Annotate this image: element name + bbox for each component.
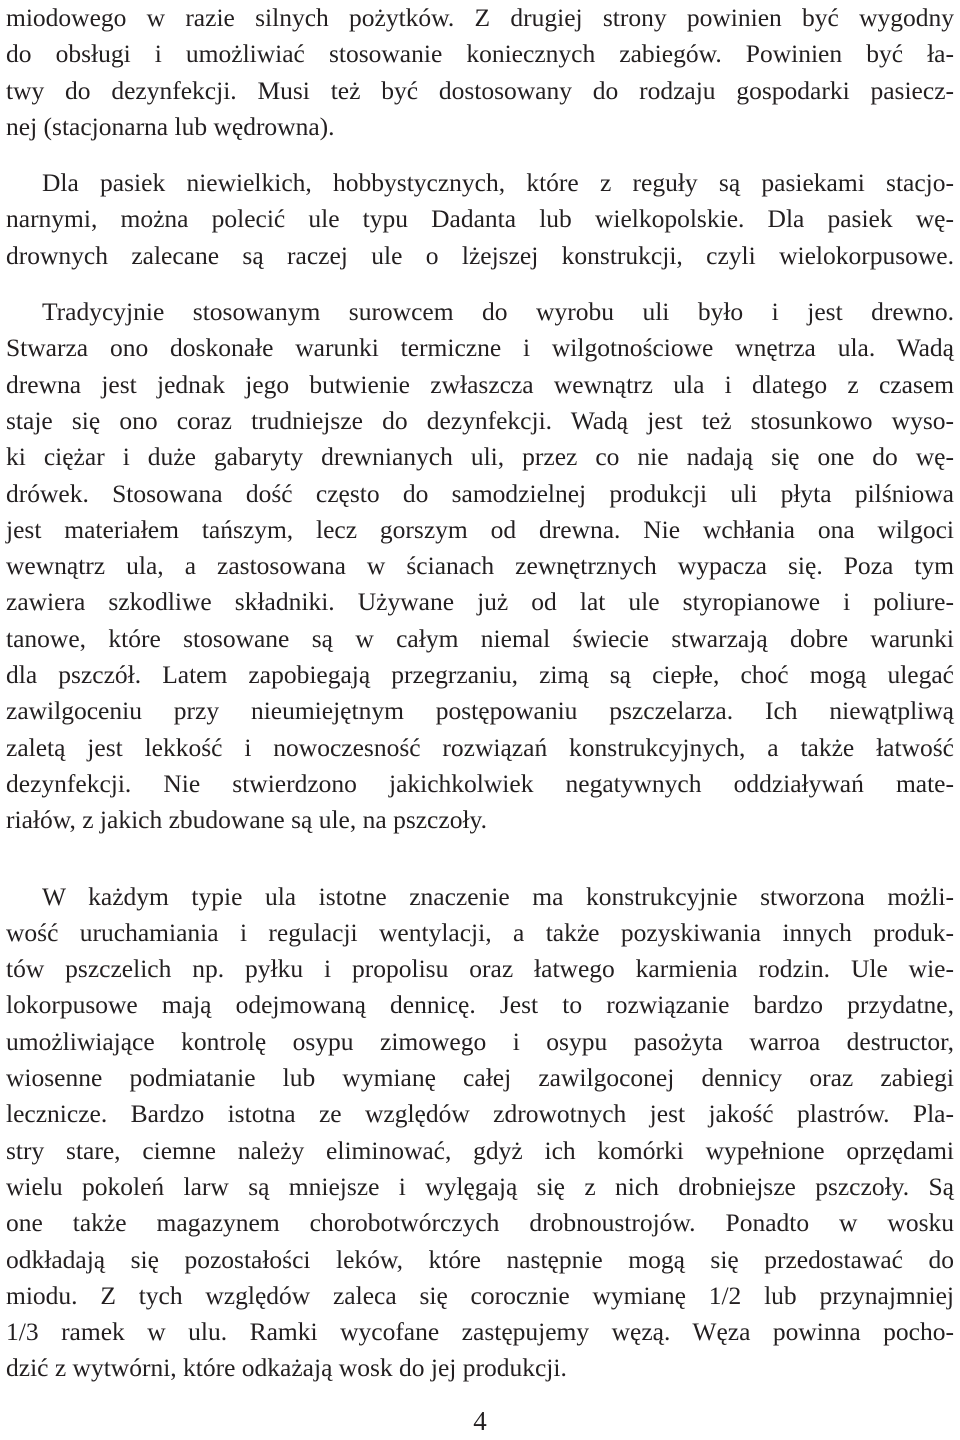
paragraph	[6, 0, 954, 145]
text-line: dla pszczół. Latem zapobiegają przegrzaniu, zimą są ciepłe, choć mogą ulegać	[6, 660, 954, 690]
text-line: stry stare, ciemne należy eliminować, gdyż ich komórki wypełnione oprzędami	[6, 1135, 954, 1165]
text-line: Stwarza ono doskonałe warunki termiczne i wilgotnościowe wnętrza ula. Wadą	[6, 333, 954, 363]
text-line: narnymi, można polecić ule typu Dadanta lub wielkopolskie. Dla pasiek wę-	[6, 204, 954, 234]
text-line: staje się ono coraz trudniejsze do dezynfekcji. Wadą jest też stosunkowo wyso-	[6, 405, 954, 435]
text-line: one także magazynem chorobotwórczych drobnoustrojów. Ponadto w wosku	[6, 1208, 954, 1238]
text-line: wewnątrz ula, a zastosowana w ścianach zewnętrznych wypacza się. Poza tym	[6, 551, 954, 581]
text-line: nej (stacjonarna lub wędrowna).	[6, 111, 335, 141]
text-line: drownych zalecane są raczej ule o lżejszej konstrukcji, czyli wielokorpusowe.	[6, 240, 954, 270]
document-page	[6, 0, 954, 1440]
text-line: zaletą jest lekkość i nowoczesność rozwiązań konstrukcyjnych, a także łatwość	[6, 732, 954, 762]
text-line: wielu pokoleń larw są mniejsze i wylęgają się z nich drobniejsze pszczoły. Są	[6, 1171, 954, 1201]
paragraph	[6, 165, 954, 274]
text-line: wość uruchamiania i regulacji wentylacji, a także pozyskiwania innych produk-	[6, 917, 954, 947]
text-line: zawiera szkodliwe składniki. Używane już od lat ule styropianowe i poliure-	[6, 587, 954, 617]
text-line: lokorpusowe mają odejmowaną dennicę. Jest to rozwiązanie bardzo przydatne,	[6, 990, 954, 1020]
paragraph	[6, 879, 954, 1387]
text-line: W każdym typie ula istotne znaczenie ma konstrukcyjnie stworzona możli-	[42, 881, 954, 911]
text-line: drówek. Stosowana dość często do samodzielnej produkcji uli płyta pilśniowa	[6, 478, 954, 508]
text-line: lecznicze. Bardzo istotna ze względów zdrowotnych jest jakość plastrów. Pla-	[6, 1099, 954, 1129]
text-line: wiosenne podmiatanie lub wymianę całej zawilgoconej dennicy oraz zabiegi	[6, 1063, 954, 1093]
text-line: zawilgoceniu przy nieumiejętnym postępowaniu pszczelarza. Ich niewątpliwą	[6, 696, 954, 726]
text-line: ki ciężar i duże gabaryty drewnianych uli, przez co nie nadają się one do wę-	[6, 442, 954, 472]
text-line: Dla pasiek niewielkich, hobbystycznych, które z reguły są pasiekami stacjo-	[42, 168, 954, 198]
text-line: Tradycyjnie stosowanym surowcem do wyrobu uli było i jest drewno.	[42, 297, 954, 327]
text-line: miodowego w razie silnych pożytków. Z drugiej strony powinien być wygodny	[6, 3, 954, 32]
text-line: jest materiałem tańszym, lecz gorszym od drewna. Nie wchłania ona wilgoci	[6, 514, 954, 544]
text-line: dzić z wytwórni, które odkażają wosk do jej produkcji.	[6, 1353, 567, 1383]
text-line: riałów, z jakich zbudowane są ule, na pszczoły.	[6, 805, 488, 835]
paragraph	[6, 294, 954, 838]
page-number: 4	[473, 1406, 487, 1436]
text-line: tanowe, które stosowane są w całym niemal świecie stwarzają dobre warunki	[6, 623, 954, 653]
text-line: dezynfekcji. Nie stwierdzono jakichkolwiek negatywnych oddziaływań mate-	[6, 768, 954, 798]
text-line: umożliwiające kontrolę osypu zimowego i osypu pasożyta warroa destructor,	[6, 1026, 954, 1056]
text-line: twy do dezynfekcji. Musi też być dostosowany do rodzaju gospodarki pasiecz-	[6, 75, 954, 105]
text-line: do obsługi i umożliwiać stosowanie koniecznych zabiegów. Powinien być ła-	[6, 39, 954, 69]
text-line: tów pszczelich np. pyłku i propolisu oraz łatwego karmienia rodzin. Ule wie-	[6, 954, 954, 984]
text-line: odkładają się pozostałości leków, które następnie mogą się przedostawać do	[6, 1244, 954, 1274]
text-line: 1/3 ramek w ulu. Ramki wycofane zastępujemy węzą. Węza powinna pocho-	[6, 1317, 954, 1347]
body-text	[6, 0, 954, 1387]
text-line: miodu. Z tych względów zaleca się corocznie wymianę 1/2 lub przynajmniej	[6, 1280, 954, 1310]
text-line: drewna jest jednak jego butwienie zwłaszcza wewnątrz ula i dlatego z czasem	[6, 369, 954, 399]
